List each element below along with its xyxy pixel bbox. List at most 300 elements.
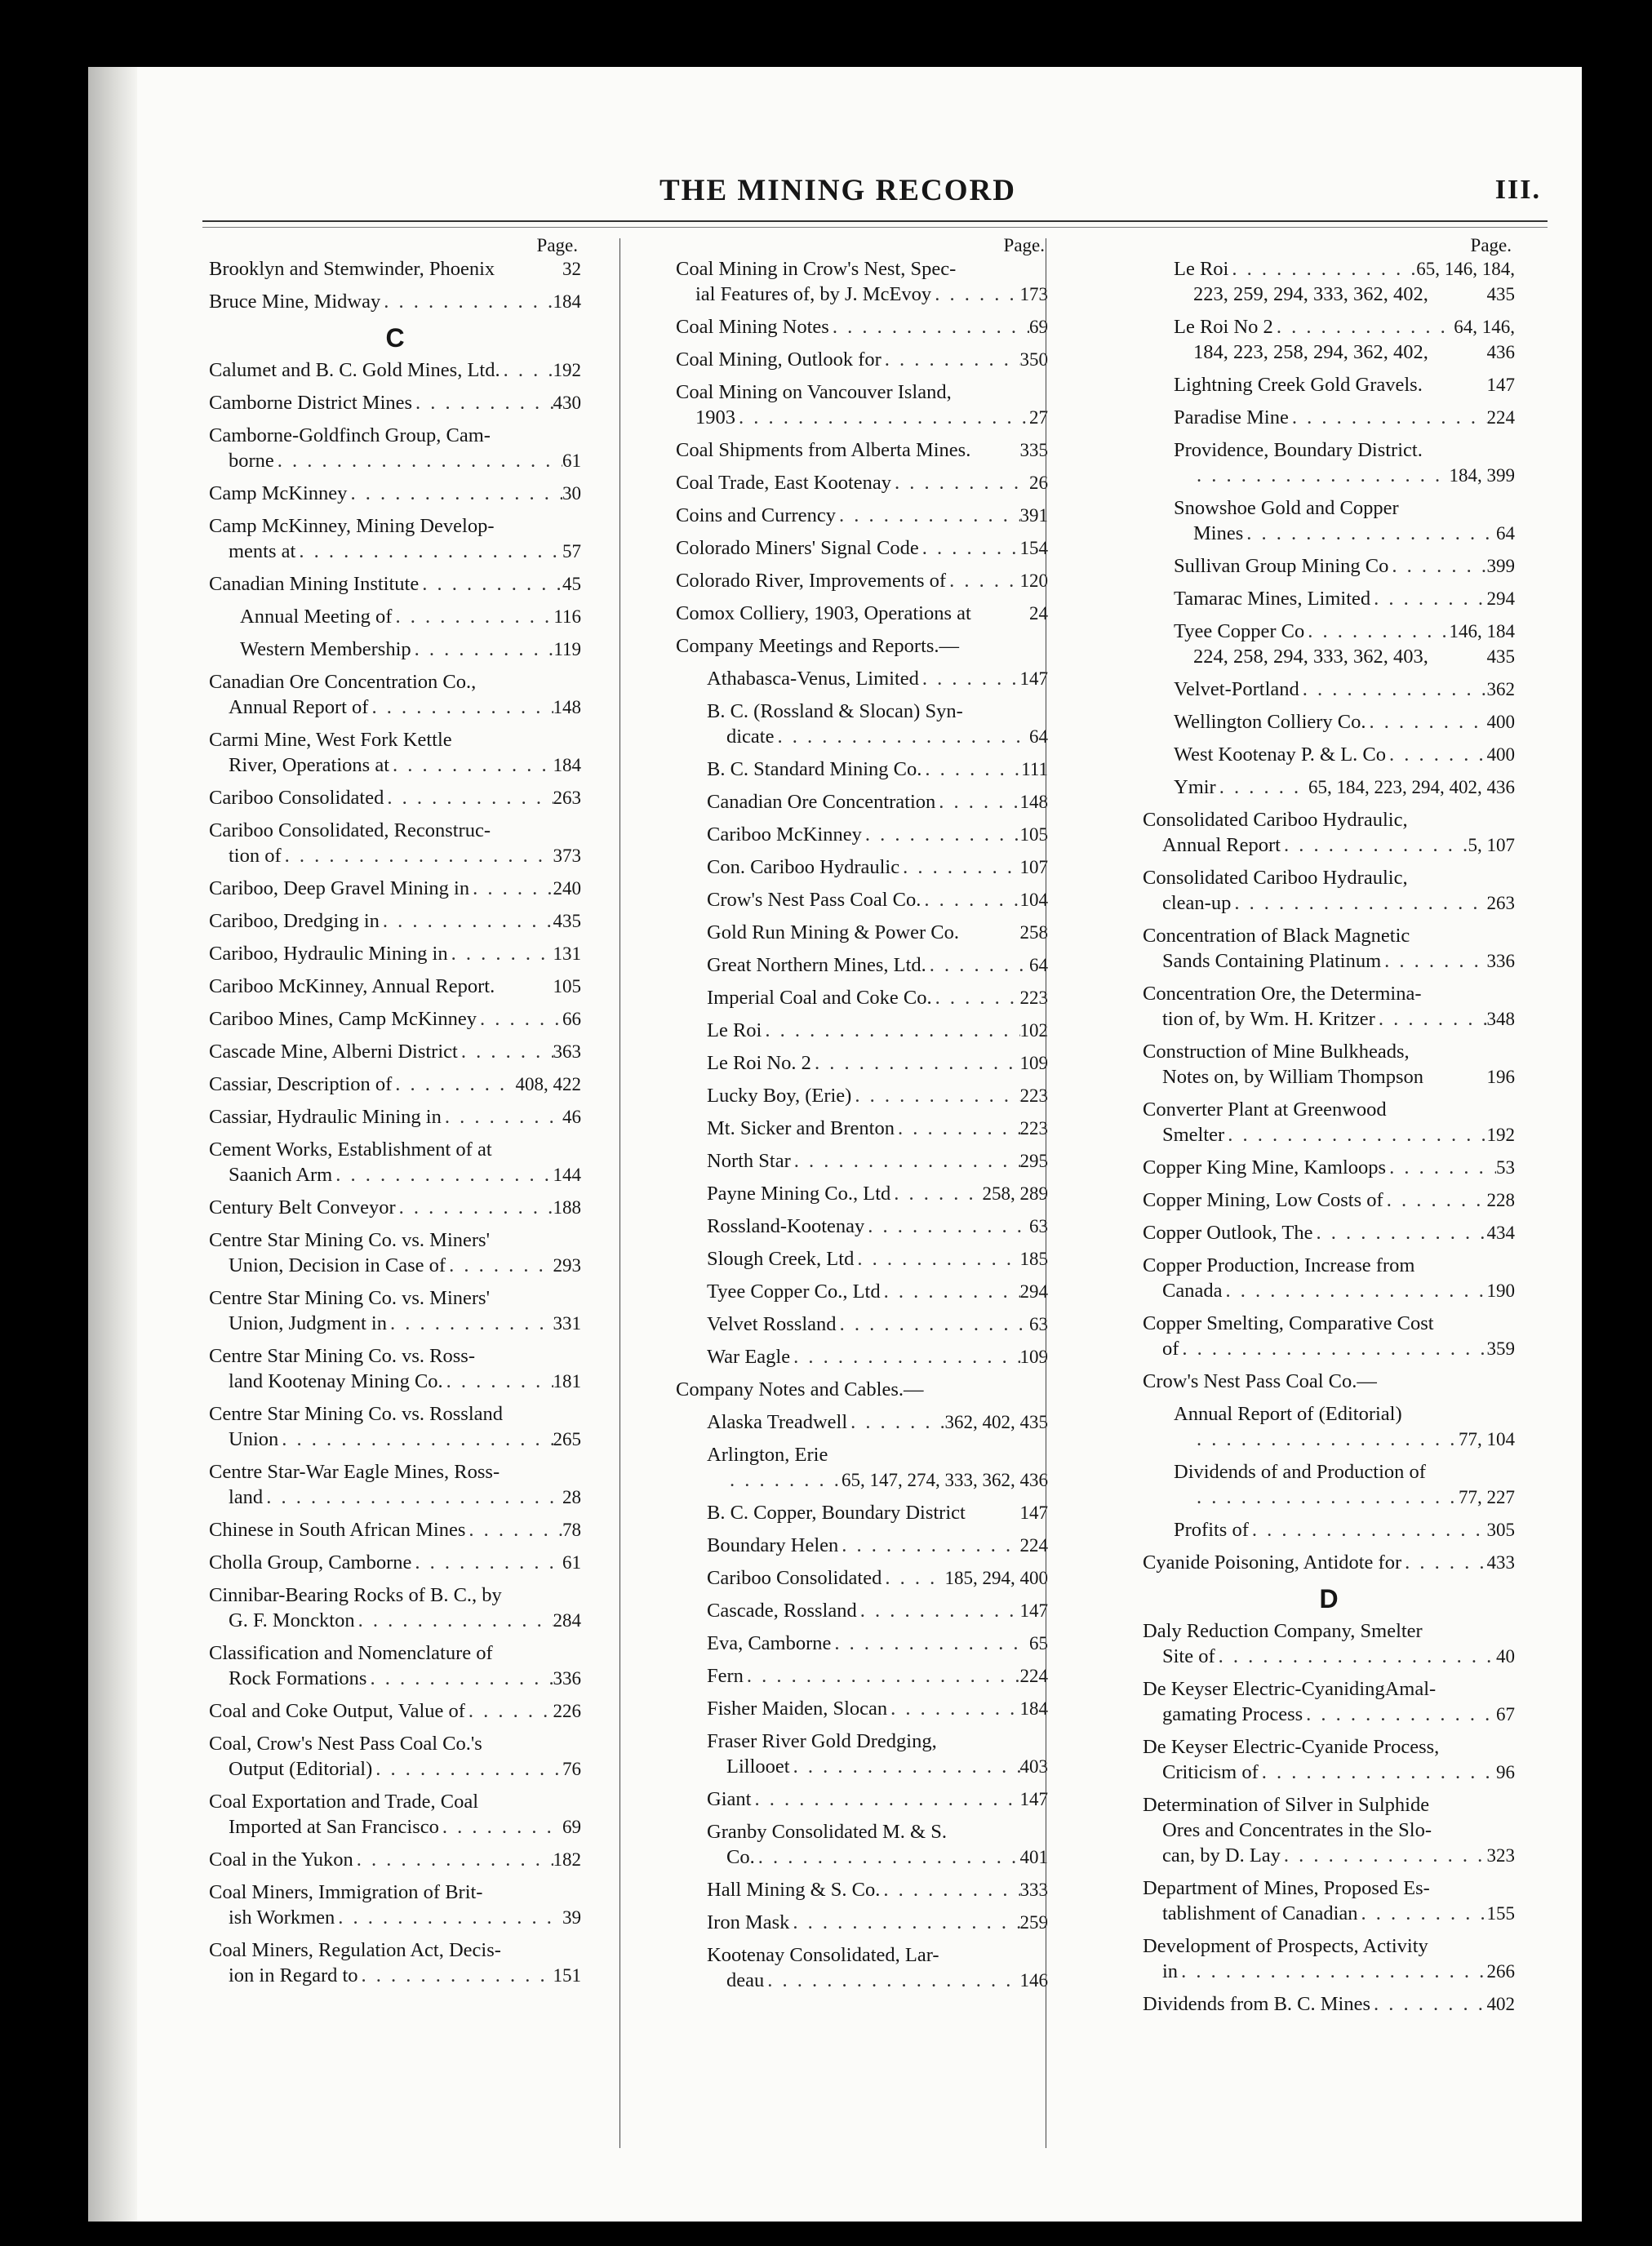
dot-leader [1375, 1006, 1487, 1032]
entry-title-continued: Annual Report [1162, 834, 1281, 856]
page-reference: 147 [1019, 1600, 1048, 1621]
index-subentry [676, 1083, 1048, 1108]
index-entry [209, 908, 581, 934]
entry-line [1174, 372, 1515, 397]
index-subentry [676, 822, 1048, 847]
entry-title: Western Membership [240, 638, 411, 660]
index-subentry [676, 1631, 1048, 1656]
entry-title: Payne Mining Co., Ltd [707, 1183, 891, 1205]
dot-leader [278, 1427, 553, 1452]
entry-line [707, 1312, 1048, 1337]
dot-leader [1193, 463, 1450, 488]
dot-leader [446, 1253, 553, 1278]
entry-title-continued: ish Workmen [229, 1906, 335, 1929]
page-title: THE MINING RECORD [659, 174, 1016, 207]
entry-line [676, 568, 1048, 593]
entry-line [707, 920, 1048, 945]
index-entry [1143, 1875, 1515, 1926]
index-subentry [676, 1787, 1048, 1812]
dot-leader [1383, 1187, 1487, 1213]
entry-line [209, 1517, 581, 1542]
entry-title-continued: Union [229, 1428, 279, 1450]
page-reference: 30 [562, 483, 581, 504]
dot-leader [392, 604, 553, 629]
entry-line [707, 666, 1048, 691]
dot-leader [412, 390, 553, 415]
entry-line [209, 1459, 581, 1485]
page-reference: 61 [562, 1552, 581, 1573]
entry-line [209, 1905, 581, 1930]
entry-title: Le Roi No 2 [1174, 316, 1273, 338]
dot-leader [439, 1814, 562, 1840]
index-subentry [1143, 256, 1515, 307]
dot-leader [419, 571, 562, 597]
dot-leader [829, 314, 1029, 340]
page-reference: 399 [1486, 556, 1515, 576]
entry-title: Cariboo McKinney [707, 823, 862, 846]
entry-line [1174, 709, 1515, 735]
dot-leader [926, 952, 1029, 978]
entry-title-continued: in [1162, 1960, 1179, 1982]
entry-line [209, 1195, 581, 1220]
index-subentry [1143, 553, 1515, 579]
entry-line [209, 256, 581, 282]
page-reference: 323 [1486, 1845, 1515, 1866]
entry-line [209, 1485, 581, 1510]
page-reference: 39 [562, 1907, 581, 1928]
entry-line [1143, 1122, 1515, 1147]
entry-line [707, 1565, 1048, 1591]
page-reference: 223 [1019, 1085, 1048, 1106]
dot-leader [755, 1844, 1020, 1870]
page-reference: 147 [1019, 1503, 1048, 1523]
entry-line [240, 604, 581, 629]
dot-leader [263, 1485, 562, 1510]
page-reference: 224 [1486, 407, 1515, 428]
entry-line [707, 854, 1048, 880]
index-entry [209, 1459, 581, 1510]
page-reference: 26 [1029, 473, 1048, 493]
page-reference: 258, 289 [982, 1183, 1048, 1204]
entry-title: Daly Reduction Company, Smelter [1143, 1620, 1423, 1642]
index-entry [676, 535, 1048, 561]
index-subentry [676, 854, 1048, 880]
entry-line [209, 1227, 581, 1253]
page-reference: 435 [553, 911, 581, 931]
page-reference: 154 [1019, 538, 1048, 558]
dot-leader [881, 1279, 1020, 1304]
index-entry [209, 818, 581, 868]
entry-line [209, 390, 581, 415]
dot-leader [789, 1910, 1019, 1935]
page-reference: 401 [1019, 1847, 1048, 1867]
entry-line [1174, 619, 1515, 644]
index-subentry [1143, 619, 1515, 669]
dot-leader [1222, 1278, 1486, 1303]
entry-line [1143, 1039, 1515, 1064]
index-entry [209, 1698, 581, 1724]
index-entry [209, 1938, 581, 1988]
entry-line [707, 1279, 1048, 1304]
entry-line [1143, 1792, 1515, 1818]
dot-leader [790, 1344, 1019, 1369]
entry-line [1174, 340, 1515, 365]
index-subentry [676, 1500, 1048, 1525]
index-entry [209, 1517, 581, 1542]
entry-title: Development of Prospects, Activity [1143, 1935, 1428, 1957]
entry-title-continued: Union, Judgment in [229, 1312, 387, 1334]
index-entry [1143, 807, 1515, 858]
entry-line [209, 669, 581, 695]
entry-line [1143, 1676, 1515, 1702]
entry-title: Imperial Coal and Coke Co. [707, 987, 932, 1009]
entry-title: Copper King Mine, Kamloops [1143, 1156, 1387, 1178]
entry-title-continued: ion in Regard to [229, 1964, 358, 1986]
dot-leader [890, 1181, 982, 1206]
page-reference: 104 [1019, 890, 1048, 910]
entry-line [209, 448, 581, 473]
dot-leader [932, 985, 1020, 1010]
dot-leader [921, 887, 1019, 912]
dot-leader [726, 1467, 842, 1493]
dot-leader [921, 757, 1021, 782]
entry-title: Arlington, Erie [707, 1444, 828, 1466]
index-entry [209, 256, 581, 282]
page-reference: 435 [1486, 646, 1515, 667]
entry-line [707, 1754, 1048, 1779]
dot-leader [862, 822, 1020, 847]
page-reference: 102 [1019, 1020, 1048, 1041]
dot-leader [931, 282, 1019, 307]
dot-leader [1243, 521, 1496, 546]
page-reference: 64 [1029, 726, 1048, 747]
dot-leader [443, 1369, 553, 1394]
entry-line [676, 282, 1048, 307]
entry-line [1143, 1843, 1515, 1868]
entry-title: Tamarac Mines, Limited [1174, 588, 1371, 610]
entry-title-continued: Imported at San Francisco [229, 1816, 439, 1838]
entry-title: Iron Mask [707, 1911, 790, 1933]
entry-line [707, 1148, 1048, 1174]
page-reference: 69 [1029, 317, 1048, 337]
page-reference: 184 [553, 755, 581, 775]
index-subentry [209, 604, 581, 629]
dot-leader [1370, 1991, 1486, 2017]
entry-line [209, 513, 581, 539]
page-reference: 185 [1019, 1249, 1048, 1269]
dot-leader [1381, 948, 1486, 974]
entry-title: Calumet and B. C. Gold Mines, Ltd. [209, 359, 500, 381]
entry-line [209, 1847, 581, 1872]
page-reference: 184 [1019, 1698, 1048, 1719]
entry-line [1174, 677, 1515, 702]
dot-leader [811, 1050, 1020, 1076]
entry-line [209, 1039, 581, 1064]
index-entry [209, 974, 581, 999]
entry-title-continued: Mines [1193, 522, 1244, 544]
index-entry [209, 1731, 581, 1782]
page-reference: 391 [1019, 505, 1048, 526]
index-entry [209, 1285, 581, 1336]
page-reference: 184 [553, 291, 581, 312]
dot-leader [791, 1148, 1020, 1174]
index-subentry [676, 1148, 1048, 1174]
entry-line [1143, 1959, 1515, 1984]
entry-line [707, 1344, 1048, 1369]
entry-title: Centre Star Mining Co. vs. Miners' [209, 1287, 490, 1309]
entry-line [707, 1442, 1048, 1467]
entry-title: B. C. (Rossland & Slocan) Syn- [707, 700, 963, 722]
dot-leader [1224, 1122, 1486, 1147]
page-reference: 109 [1019, 1053, 1048, 1073]
dot-leader [831, 1631, 1029, 1656]
index-subentry [1143, 1517, 1515, 1542]
entry-title-continued: 223, 259, 294, 333, 362, 402, [1193, 283, 1428, 305]
entry-title: Brooklyn and Stemwinder, Phoenix [209, 258, 495, 280]
page-reference: 24 [1029, 603, 1048, 624]
entry-line [707, 757, 1048, 782]
index-entry [676, 314, 1048, 340]
page-column-label: Page. [536, 235, 578, 255]
index-subentry [1143, 677, 1515, 702]
entry-title: Lightning Creek Gold Gravels. [1174, 374, 1423, 396]
page-reference: 96 [1496, 1762, 1515, 1782]
dot-leader [882, 1565, 944, 1591]
dot-leader [448, 941, 553, 966]
page-reference: 64 [1496, 523, 1515, 544]
page-reference: 78 [562, 1520, 581, 1540]
page-reference: 105 [1019, 824, 1048, 845]
entry-title: Construction of Mine Bulkheads, [1143, 1041, 1410, 1063]
entry-line [1143, 1253, 1515, 1278]
page-reference: 350 [1019, 349, 1048, 370]
index-entry [209, 1640, 581, 1691]
page-reference: 190 [1486, 1281, 1515, 1301]
entry-title-continued: deau [726, 1969, 765, 1991]
entry-title: Coal, Crow's Nest Pass Coal Co.'s [209, 1733, 482, 1755]
index-entry [1143, 923, 1515, 974]
entry-title-continued: Rock Formations [229, 1667, 367, 1689]
dot-leader [366, 1666, 553, 1691]
page-reference: 373 [553, 846, 581, 866]
entry-line [209, 1608, 581, 1633]
page-reference: 63 [1029, 1314, 1048, 1334]
entry-line [707, 1246, 1048, 1272]
page-reference: 433 [1486, 1552, 1515, 1573]
entry-title: Centre Star Mining Co. vs. Miners' [209, 1229, 490, 1251]
entry-title: Coal Miners, Regulation Act, Decis- [209, 1939, 501, 1961]
entry-title: Crow's Nest Pass Coal Co.— [1143, 1370, 1377, 1392]
dot-leader [1304, 619, 1449, 644]
dot-leader [1303, 1702, 1496, 1727]
entry-line [1143, 1220, 1515, 1245]
entry-title: Ymir [1174, 776, 1216, 798]
entry-title: Profits of [1174, 1519, 1249, 1541]
entry-line [1143, 1618, 1515, 1644]
entry-line [209, 1369, 581, 1394]
page-reference: 65, 147, 274, 333, 362, 436 [842, 1470, 1048, 1490]
page-reference: 192 [1486, 1125, 1515, 1145]
page-reference: 258 [1019, 922, 1048, 943]
entry-line [676, 535, 1048, 561]
page-reference: 336 [553, 1668, 581, 1689]
page-reference: 65 [1029, 1633, 1048, 1653]
entry-line [707, 1409, 1048, 1435]
entry-line [707, 1018, 1048, 1043]
dot-leader [764, 1968, 1019, 1993]
entry-title-continued: land [229, 1486, 264, 1508]
entry-title: Company Meetings and Reports.— [676, 635, 960, 657]
entry-title: Granby Consolidated M. & S. [707, 1821, 947, 1843]
entry-line [707, 822, 1048, 847]
entry-line [707, 1500, 1048, 1525]
entry-line [707, 1083, 1048, 1108]
entry-line [1143, 1006, 1515, 1032]
index-entry [209, 1006, 581, 1032]
book-spine-shadow [88, 67, 137, 2222]
dot-leader [851, 1083, 1019, 1108]
entry-line [209, 1550, 581, 1575]
entry-title-continued: land Kootenay Mining Co. [229, 1370, 443, 1392]
index-subentry [676, 1050, 1048, 1076]
dot-leader [1178, 1959, 1486, 1984]
dot-leader [919, 666, 1020, 691]
entry-line [209, 1311, 581, 1336]
entry-title: Coal Shipments from Alberta Mines. [676, 439, 971, 461]
entry-line [707, 1533, 1048, 1558]
entry-title: Kootenay Consolidated, Lar- [707, 1944, 939, 1966]
entry-title-continued: can, by D. Lay [1162, 1844, 1281, 1866]
entry-line [209, 1640, 581, 1666]
page-reference: 116 [553, 606, 581, 627]
entry-line [1174, 495, 1515, 521]
page-reference: 192 [553, 360, 581, 380]
page-reference: 147 [1019, 668, 1048, 689]
index-entry [1143, 1097, 1515, 1147]
page-reference: 434 [1486, 1223, 1515, 1243]
dot-leader [1216, 775, 1308, 800]
page-reference: 151 [553, 1965, 581, 1986]
entry-line [707, 724, 1048, 749]
page-reference: 77, 104 [1459, 1429, 1515, 1449]
dot-leader [1179, 1336, 1486, 1361]
entry-line [1143, 923, 1515, 948]
entry-line [707, 952, 1048, 978]
page-reference: 305 [1486, 1520, 1515, 1540]
entry-line [1143, 1278, 1515, 1303]
entry-title: Rossland-Kootenay [707, 1215, 865, 1237]
entry-title: Cholla Group, Camborne [209, 1551, 412, 1574]
entry-title: Copper Outlook, The [1143, 1222, 1313, 1244]
index-subentry [676, 757, 1048, 782]
index-entry [676, 601, 1048, 626]
entry-line [707, 1844, 1048, 1870]
entry-title: Athabasca-Venus, Limited [707, 668, 919, 690]
entry-title-continued: Sands Containing Platinum [1162, 950, 1382, 972]
entry-line [707, 1942, 1048, 1968]
entry-title-continued: Lillooet [726, 1756, 790, 1778]
entry-title: Le Roi [1174, 258, 1229, 280]
index-entry [209, 1227, 581, 1278]
entry-title: Crow's Nest Pass Coal Co. [707, 889, 921, 911]
entry-line [1143, 865, 1515, 890]
entry-title: Great Northern Mines, Ltd. [707, 954, 926, 976]
entry-line [1143, 1311, 1515, 1336]
entry-title-continued: Output (Editorial) [229, 1758, 373, 1780]
entry-title: Cariboo Consolidated [209, 787, 384, 809]
index-subentry [1143, 1401, 1515, 1452]
page-reference: 408, 422 [515, 1074, 581, 1094]
page-reference: 105 [553, 976, 581, 996]
entry-title: B. C. Copper, Boundary District [707, 1502, 966, 1524]
index-subentry [676, 1910, 1048, 1935]
page-reference: 265 [553, 1429, 581, 1449]
entry-line [209, 908, 581, 934]
entry-title: Paradise Mine [1174, 406, 1289, 428]
index-entry [676, 347, 1048, 372]
page-reference: 40 [1496, 1646, 1515, 1667]
entry-line [209, 1880, 581, 1905]
entry-line [707, 985, 1048, 1010]
entry-title: Cariboo, Deep Gravel Mining in [209, 877, 470, 899]
page-reference: 436 [1486, 342, 1515, 362]
index-entry [209, 1039, 581, 1064]
entry-title: Cascade, Rossland [707, 1600, 857, 1622]
index-page [88, 67, 1582, 2222]
index-entry [676, 568, 1048, 593]
index-entry [209, 785, 581, 810]
entry-line [209, 1427, 581, 1452]
header-rule-thin [202, 227, 1548, 228]
entry-title: Cariboo Consolidated [707, 1567, 882, 1589]
dot-leader [465, 1698, 553, 1724]
index-entry [209, 390, 581, 415]
page-reference: 45 [562, 574, 581, 594]
index-entry [1143, 1792, 1515, 1868]
entry-title-continued: tion of [229, 845, 282, 867]
entry-title: Canadian Mining Institute [209, 573, 420, 595]
dot-leader [1299, 677, 1487, 702]
entry-title-continued: Criticism of [1162, 1761, 1259, 1783]
index-entry [1143, 1039, 1515, 1090]
entry-line [1143, 1369, 1515, 1394]
dot-leader [465, 1517, 562, 1542]
entry-title-continued: ments at [229, 540, 296, 562]
entry-line [1174, 1459, 1515, 1485]
entry-line [209, 1938, 581, 1963]
index-subentry [676, 1116, 1048, 1141]
dot-leader [387, 1311, 553, 1336]
entry-title: Camp McKinney, Mining Develop- [209, 515, 495, 537]
entry-title: Copper Production, Increase from [1143, 1254, 1415, 1276]
entry-title: Boundary Helen [707, 1534, 839, 1556]
page-reference: 28 [562, 1487, 581, 1507]
entry-title: Centre Star Mining Co. vs. Rossland [209, 1403, 504, 1425]
entry-title-continued: gamating Process [1162, 1703, 1303, 1725]
entry-line [1143, 981, 1515, 1006]
index-subentry [676, 1877, 1048, 1902]
entry-line [209, 1162, 581, 1187]
entry-line [707, 1050, 1048, 1076]
entry-title-continued: Notes on, by William Thompson [1162, 1066, 1424, 1088]
index-entry [209, 1789, 581, 1840]
section-letter: D [1319, 1584, 1339, 1613]
page-reference: 63 [1029, 1216, 1048, 1236]
dot-leader [392, 1072, 515, 1097]
entry-line [1143, 1818, 1515, 1843]
dot-leader [1366, 709, 1487, 735]
index-entry [676, 380, 1048, 430]
